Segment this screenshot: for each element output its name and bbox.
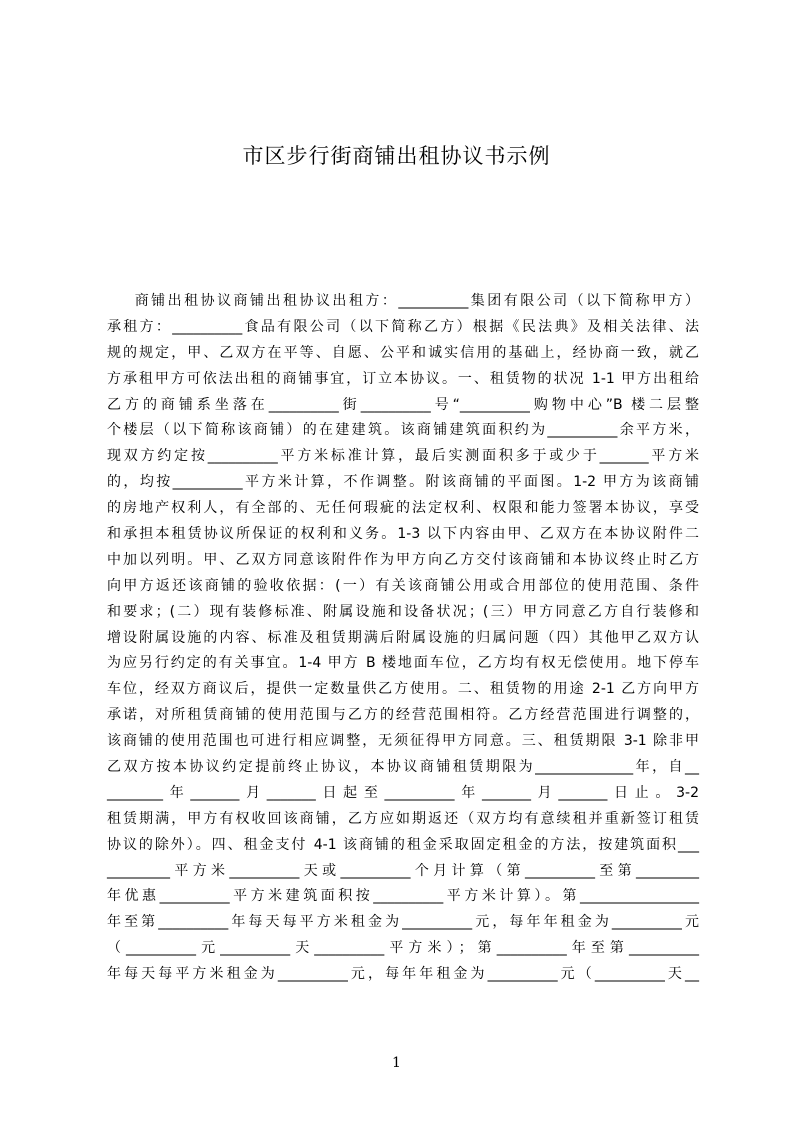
body-line: _________平方米__________天或__________个月计算（第__________至第_________	[107, 862, 699, 879]
body-line: 协议的除外）。四、租金支付 4-1 该商铺的租金采取固定租金的方法，按建筑面积___	[107, 836, 699, 853]
body-line: 承诺，对所租赁商铺的使用范围与乙方的经营范围相符。乙方经营范围进行调整的，	[107, 707, 699, 724]
body-line: 为应另行约定的有关事宜。1-4 甲方 B 楼地面车位，乙方均有权无偿使用。地下停车	[107, 655, 699, 672]
body-line: 个楼层（以下简称该商铺）的在建建筑。该商铺建筑面积约为__________余平方米，	[107, 422, 699, 439]
body-line: 的房地产权利人，有全部的、无任何瑕疵的法定权利、权限和能力签署本协议，享受	[107, 500, 699, 517]
body-line: 和要求；(二）现有装修标准、附属设施和设备状况；(三）甲方同意乙方自行装修和	[107, 603, 699, 620]
body-line: 租赁期满，甲方有权收回该商铺，乙方应如期返还（双方均有意续租并重新签订租赁	[107, 810, 699, 827]
body-line: 中加以列明。甲、乙双方同意该附件作为甲方向乙方交付该商铺和本协议终止时乙方	[107, 551, 699, 568]
body-line: 增设附属设施的内容、标准及租赁期满后附属设施的归属问题（四）其他甲乙双方认	[107, 629, 699, 646]
body-line: 的，均按__________平方米计算，不作调整。附该商铺的平面图。1-2 甲方为该商铺	[107, 474, 699, 491]
body-line: 规的规定，甲、乙双方在平等、自愿、公平和诚实信用的基础上，经协商一致，就乙	[107, 344, 699, 361]
body-line: 乙方的商铺系坐落在__________街__________号“__________购物中心”B 楼二层整	[107, 396, 699, 413]
body-line: 车位，经双方商议后，提供一定数量供乙方使用。二、租赁物的用途 2-1 乙方向甲方	[107, 681, 699, 698]
body-line: 乙双方按本协议约定提前终止协议，本协议商铺租赁期限为______________年，自__	[107, 759, 699, 776]
body-line: 年至第__________年每天每平方米租金为__________元，每年年租金为__________元	[107, 914, 699, 931]
body-line: 年优惠__________平方米建筑面积按__________平方米计算）。第_________________	[107, 888, 699, 905]
body-line: 现双方约定按__________平方米标准计算，最后实测面积多于或少于_______平方米	[107, 448, 699, 465]
body-line: 方承租甲方可依法出租的商铺事宜，订立本协议。一、租赁物的状况 1-1 甲方出租给	[107, 370, 699, 387]
document-body	[107, 289, 699, 988]
body-line: 向甲方返还该商铺的验收依据：(一）有关该商铺公用或合用部位的使用范围、条件	[107, 577, 699, 594]
body-line: ________年_______月_______日起至__________年_______月_______日止。3-2	[107, 784, 699, 801]
body-line: 和承担本租赁协议所保证的权利和义务。1-3 以下内容由甲、乙双方在本协议附件二	[107, 526, 699, 543]
body-line: 该商铺的使用范围也可进行相应调整，无须征得甲方同意。三、租赁期限 3-1 除非甲	[107, 733, 699, 750]
page-number: 1	[392, 1055, 401, 1071]
body-line: 承租方：__________食品有限公司（以下简称乙方）根据《民法典》及相关法律、法	[107, 318, 699, 335]
body-line: 商铺出租协议商铺出租协议出租方：__________集团有限公司（以下简称甲方）	[107, 293, 699, 309]
body-line: 年每天每平方米租金为__________元，每年年租金为__________元（__________天__	[107, 966, 699, 983]
body-line: （__________元__________天__________平方米）；第__________年至第__________	[107, 940, 699, 957]
document-title: 市区步行街商铺出租协议书示例	[242, 144, 551, 168]
